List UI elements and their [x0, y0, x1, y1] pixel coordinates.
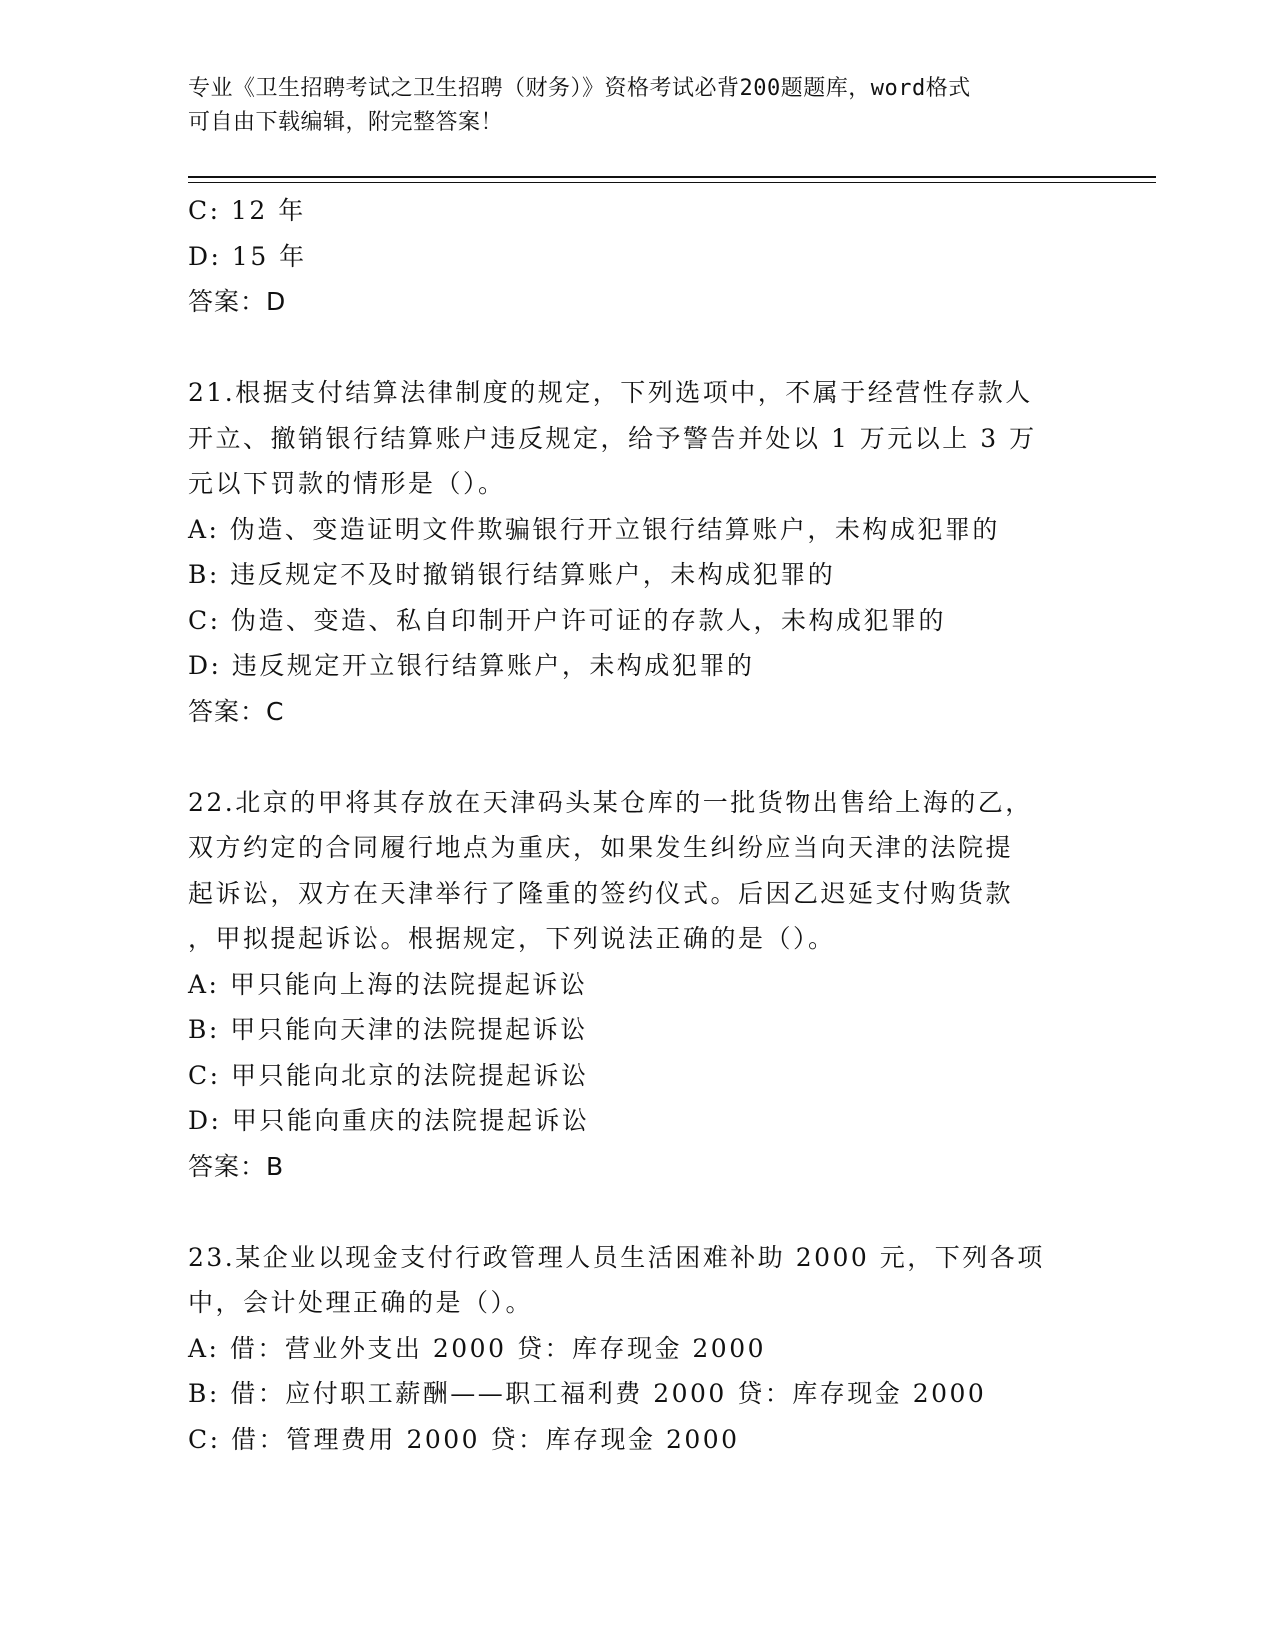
question-23 — [188, 1235, 1088, 1463]
question-text-line: 开立、撤销银行结算账户违反规定，给予警告并处以 1 万元以上 3 万 — [188, 423, 1037, 453]
question-text-line: 21.根据支付结算法律制度的规定，下列选项中，不属于经营性存款人 — [188, 378, 1033, 407]
option-d: D: 违反规定开立银行结算账户，未构成犯罪的 — [188, 651, 755, 680]
question-text-line: 起诉讼，双方在天津举行了隆重的签约仪式。后因乙迟延支付购货款 — [188, 878, 1014, 908]
question-text-line: 双方约定的合同履行地点为重庆，如果发生纠纷应当向天津的法院提 — [188, 833, 1014, 862]
document-header — [188, 72, 1088, 140]
answer: 答案：C — [188, 696, 285, 726]
option-b: B: 借：应付职工薪酬——职工福利费 2000 贷：库存现金 2000 — [188, 1379, 987, 1408]
option-d: D: 15 年 — [188, 241, 307, 271]
option-a: A: 甲只能向上海的法院提起诉讼 — [188, 969, 588, 999]
question-21 — [188, 370, 1088, 734]
question-text-line: ，甲拟提起诉讼。根据规定，下列说法正确的是（）。 — [188, 924, 836, 953]
answer: 答案：B — [188, 1151, 285, 1181]
option-d: D: 甲只能向重庆的法院提起诉讼 — [188, 1106, 590, 1135]
question-20-fragment — [188, 188, 1088, 325]
option-c: C: 借：管理费用 2000 贷：库存现金 2000 — [188, 1424, 740, 1454]
spacer — [188, 325, 1088, 371]
answer: 答案：D — [188, 287, 287, 316]
question-text-line: 元以下罚款的情形是（）。 — [188, 469, 506, 498]
question-text-line: 22.北京的甲将其存放在天津码头某仓库的一批货物出售给上海的乙， — [188, 787, 1033, 817]
header-title-line-1: 专业《卫生招聘考试之卫生招聘（财务）》资格考试必背200题题库，word格式 — [188, 76, 971, 101]
document-body — [188, 188, 1088, 1462]
option-b: B: 违反规定不及时撤销银行结算账户，未构成犯罪的 — [188, 560, 836, 589]
header-divider-thick — [188, 176, 1156, 178]
option-b: B: 甲只能向天津的法院提起诉讼 — [188, 1015, 588, 1044]
question-text-line: 中，会计处理正确的是（）。 — [188, 1288, 534, 1317]
option-a: A: 伪造、变造证明文件欺骗银行开立银行结算账户，未构成犯罪的 — [188, 514, 1000, 544]
question-text-line: 23.某企业以现金支付行政管理人员生活困难补助 2000 元，下列各项 — [188, 1242, 1045, 1272]
option-c: C: 伪造、变造、私自印制开户许可证的存款人，未构成犯罪的 — [188, 605, 947, 635]
header-divider-thin — [188, 182, 1156, 183]
header-title-line-2: 可自由下载编辑，附完整答案！ — [188, 110, 504, 135]
spacer — [188, 1189, 1088, 1235]
option-a: A: 借：营业外支出 2000 贷：库存现金 2000 — [188, 1333, 767, 1363]
option-c: C: 甲只能向北京的法院提起诉讼 — [188, 1060, 589, 1090]
question-22 — [188, 780, 1088, 1190]
spacer — [188, 734, 1088, 780]
option-c: C: 12 年 — [188, 196, 306, 225]
